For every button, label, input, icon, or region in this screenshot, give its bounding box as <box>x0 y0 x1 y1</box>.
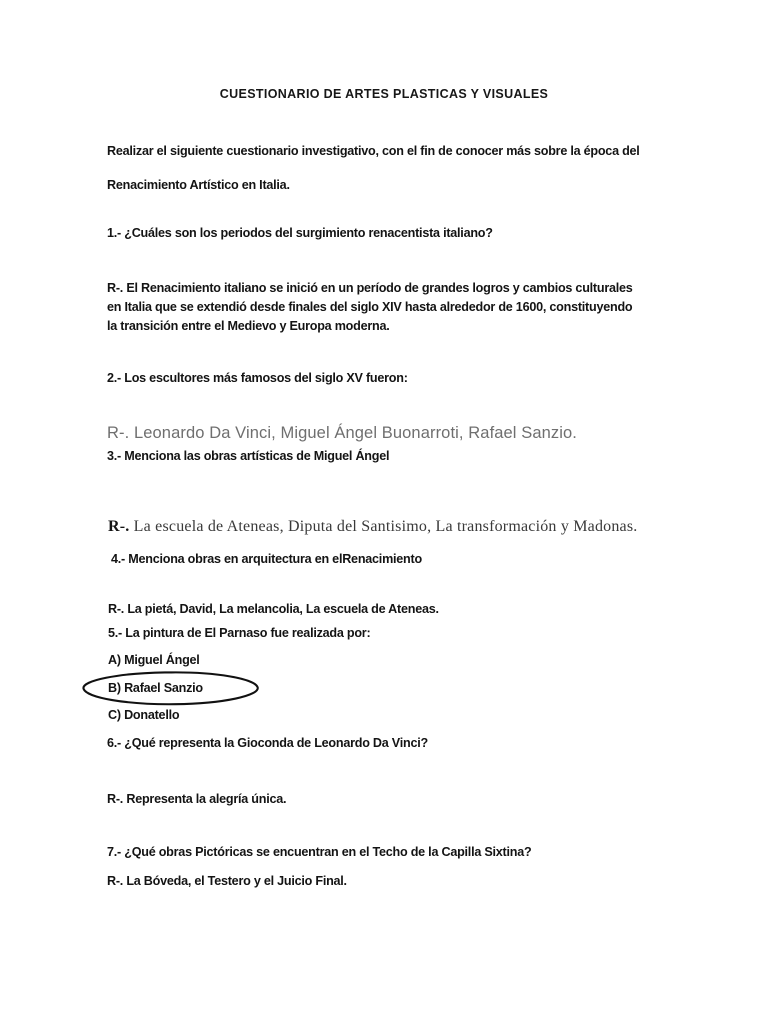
answer-1-line-1: R-. El Renacimiento italiano se inició en un período de grandes logros y cambios culturales <box>107 280 633 295</box>
option-b[interactable]: B) Rafael Sanzio <box>108 680 203 695</box>
question-4: 4.- Menciona obras en arquitectura en elRenacimiento <box>111 551 422 566</box>
answer-6: R-. Representa la alegría única. <box>107 791 287 806</box>
answer-1-line-3: la transición entre el Medievo y Europa moderna. <box>107 318 390 333</box>
question-1: 1.- ¿Cuáles son los periodos del surgimiento renacentista italiano? <box>107 225 493 240</box>
intro-line-2: Renacimiento Artístico en Italia. <box>107 177 290 192</box>
question-5: 5.- La pintura de El Parnaso fue realizada por: <box>108 625 371 640</box>
answer-3-text: La escuela de Ateneas, Diputa del Santisimo, La transformación y Madonas. <box>129 518 638 535</box>
option-a[interactable]: A) Miguel Ángel <box>108 652 200 667</box>
answer-3 <box>108 519 637 535</box>
question-2: 2.- Los escultores más famosos del siglo XV fueron: <box>107 370 408 385</box>
option-c[interactable]: C) Donatello <box>108 707 180 722</box>
answer-4: R-. La pietá, David, La melancolia, La escuela de Ateneas. <box>108 601 439 616</box>
answer-1-line-2: en Italia que se extendió desde finales del siglo XIV hasta alrededor de 1600, constituyendo <box>107 299 633 314</box>
answer-7: R-. La Bóveda, el Testero y el Juicio Final. <box>107 873 347 888</box>
question-3: 3.- Menciona las obras artísticas de Miguel Ángel <box>107 448 390 463</box>
page-title: CUESTIONARIO DE ARTES PLASTICAS Y VISUALES <box>219 87 549 101</box>
intro-line-1: Realizar el siguiente cuestionario investigativo, con el fin de conocer más sobre la época del <box>107 143 640 158</box>
answer-2: R-. Leonardo Da Vinci, Miguel Ángel Buonarroti, Rafael Sanzio. <box>107 424 577 442</box>
answer-3-lead: R-. <box>108 518 130 535</box>
question-6: 6.- ¿Qué representa la Gioconda de Leonardo Da Vinci? <box>107 735 428 750</box>
question-7: 7.- ¿Qué obras Pictóricas se encuentran en el Techo de la Capilla Sixtina? <box>107 844 532 859</box>
